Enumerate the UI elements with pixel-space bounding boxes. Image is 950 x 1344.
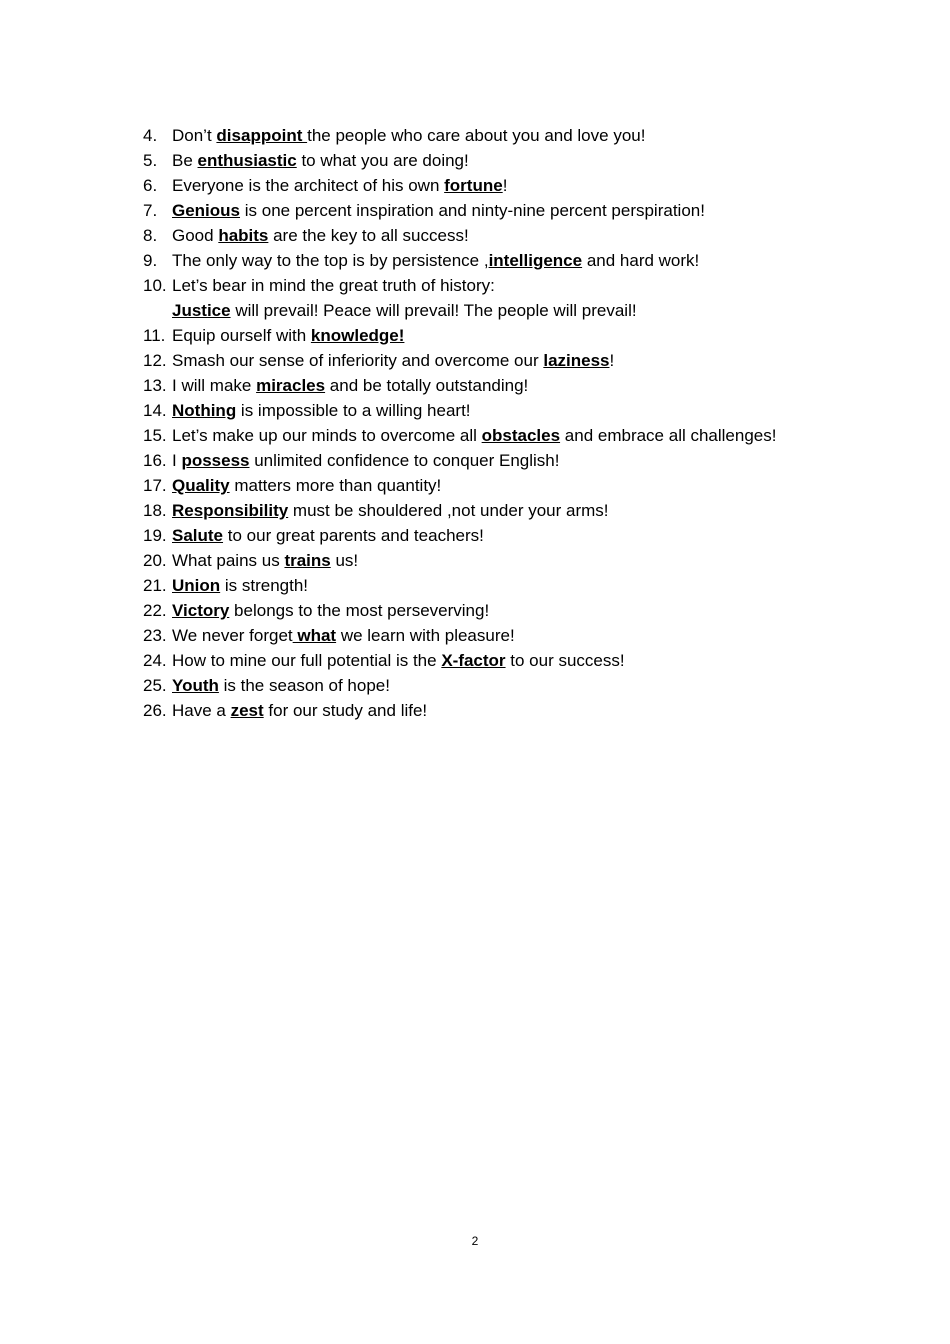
list-item-line [172, 523, 484, 548]
list-item-number: 15. [143, 426, 167, 445]
list-item-number: 13. [143, 376, 167, 395]
list-item-text [172, 123, 645, 148]
keyword: possess [181, 451, 250, 470]
list-item-line [172, 123, 645, 148]
list-item-line [172, 448, 559, 473]
keyword: trains [284, 551, 331, 570]
keyword: Salute [172, 526, 224, 545]
list-item-text [172, 148, 469, 173]
list-item-line [172, 273, 637, 298]
list-item-line [172, 298, 637, 323]
keyword: miracles [256, 376, 326, 395]
keyword: laziness [543, 351, 610, 370]
list-item-text [172, 673, 390, 698]
list-item-number: 18. [143, 501, 167, 520]
list-item [143, 573, 843, 598]
text-segment: is one percent inspiration and ninty-nine percent perspiration! [240, 201, 705, 220]
list-item [143, 498, 843, 523]
list-item-text [172, 648, 625, 673]
keyword: Justice [172, 301, 231, 320]
text-segment: is impossible to a willing heart! [236, 401, 471, 420]
list-item-line [172, 673, 390, 698]
text-segment: and be totally outstanding! [325, 376, 529, 395]
list-item-text [172, 323, 404, 348]
list-item-number: 5. [143, 151, 158, 170]
list-item-number: 11. [143, 326, 166, 345]
text-segment: to what you are doing! [296, 151, 469, 170]
list-item-number: 26. [143, 701, 167, 720]
keyword: zest [230, 701, 264, 720]
list-item-text [172, 223, 469, 248]
text-segment: Be [172, 151, 198, 170]
text-segment: will prevail! Peace will prevail! The people will prevail! [230, 301, 637, 320]
list-item [143, 123, 843, 148]
text-segment: Smash our sense of inferiority and overcome our [172, 351, 544, 370]
text-segment: belongs to the most perseverving! [229, 601, 490, 620]
keyword: Nothing [172, 401, 237, 420]
list-item [143, 548, 843, 573]
page-number: 2 [471, 1234, 479, 1248]
list-item-line [172, 573, 308, 598]
list-item-line [172, 598, 489, 623]
list-item-number: 4. [143, 126, 158, 145]
list-item [143, 473, 843, 498]
keyword: Victory [172, 601, 230, 620]
text-segment: Everyone is the architect of his own [172, 176, 445, 195]
list-item-text [172, 498, 609, 523]
list-item [143, 223, 843, 248]
list-item-line [172, 648, 625, 673]
text-segment: Let’s bear in mind the great truth of history: [172, 276, 495, 295]
list-item-number: 16. [143, 451, 167, 470]
list-item-text [172, 448, 559, 473]
list-item-line [172, 398, 471, 423]
list-item [143, 648, 843, 673]
list-item [143, 598, 843, 623]
keyword: intelligence [488, 251, 583, 270]
list-item-number: 6. [143, 176, 158, 195]
list-item-line [172, 473, 441, 498]
list-item-text [172, 473, 441, 498]
text-segment: Good [172, 226, 219, 245]
text-segment: We never forget [172, 626, 293, 645]
list-item-line [172, 498, 609, 523]
list-item-text [172, 373, 528, 398]
list-item [143, 373, 843, 398]
keyword: Youth [172, 676, 219, 695]
list-item-number: 7. [143, 201, 158, 220]
list-item-line [172, 373, 528, 398]
list-item [143, 623, 843, 648]
text-segment: Have a [172, 701, 231, 720]
list-item-text [172, 273, 637, 323]
text-segment: matters more than quantity! [229, 476, 442, 495]
keyword: Responsibility [172, 501, 289, 520]
text-segment: is the season of hope! [218, 676, 390, 695]
text-segment: Don’t [172, 126, 217, 145]
list-item [143, 523, 843, 548]
text-segment: and embrace all challenges! [560, 426, 777, 445]
list-item [143, 348, 843, 373]
text-segment: us! [330, 551, 359, 570]
list-item-text [172, 173, 507, 198]
text-segment: Equip ourself with [172, 326, 311, 345]
list-item [143, 323, 843, 348]
text-segment: and hard work! [582, 251, 700, 270]
list-item-line [172, 223, 469, 248]
motto-list [143, 123, 843, 723]
keyword: habits [218, 226, 269, 245]
list-item-line [172, 148, 469, 173]
text-segment: are the key to all success! [268, 226, 469, 245]
text-segment: to our great parents and teachers! [223, 526, 484, 545]
keyword: what [292, 626, 337, 645]
list-item-text [172, 623, 515, 648]
list-item-line [172, 198, 705, 223]
text-segment: I [172, 451, 182, 470]
list-item-number: 25. [143, 676, 167, 695]
keyword: fortune [444, 176, 503, 195]
text-segment: I will make [172, 376, 257, 395]
list-item [143, 148, 843, 173]
list-item-text [172, 598, 489, 623]
text-segment: is strength! [220, 576, 309, 595]
keyword: Genious [172, 201, 241, 220]
list-item-text [172, 573, 308, 598]
list-item [143, 698, 843, 723]
list-item-number: 17. [143, 476, 167, 495]
list-item [143, 248, 843, 273]
list-item-number: 8. [143, 226, 158, 245]
list-item-number: 14. [143, 401, 167, 420]
text-segment: The only way to the top is by persistence , [172, 251, 489, 270]
keyword: obstacles [481, 426, 561, 445]
list-item-number: 22. [143, 601, 167, 620]
text-segment: unlimited confidence to conquer English! [249, 451, 560, 470]
list-item-line [172, 348, 614, 373]
keyword: knowledge! [310, 326, 405, 345]
list-item-number: 10. [143, 276, 167, 295]
list-item [143, 198, 843, 223]
list-item-text [172, 423, 776, 448]
text-segment: ! [609, 351, 615, 370]
keyword: Quality [172, 476, 230, 495]
text-segment: to our success! [505, 651, 625, 670]
list-item-line [172, 248, 699, 273]
keyword: enthusiastic [197, 151, 297, 170]
list-item [143, 673, 843, 698]
list-item-text [172, 523, 484, 548]
list-item-line [172, 623, 515, 648]
list-item-line [172, 323, 404, 348]
list-item-line [172, 698, 427, 723]
list-item-number: 12. [143, 351, 167, 370]
list-item-number: 20. [143, 551, 167, 570]
list-item [143, 273, 843, 323]
list-item [143, 448, 843, 473]
text-segment: for our study and life! [263, 701, 428, 720]
list-item-line [172, 173, 507, 198]
keyword: X-factor [441, 651, 506, 670]
list-item [143, 173, 843, 198]
list-item-line [172, 423, 776, 448]
list-item-text [172, 248, 699, 273]
text-segment: How to mine our full potential is the [172, 651, 442, 670]
list-item-text [172, 698, 427, 723]
list-item [143, 423, 843, 448]
text-segment: ! [502, 176, 508, 195]
text-segment: Let’s make up our minds to overcome all [172, 426, 482, 445]
list-item-text [172, 348, 614, 373]
keyword: Union [172, 576, 221, 595]
list-item-number: 9. [143, 251, 158, 270]
list-item-text [172, 198, 705, 223]
keyword: disappoint [216, 126, 308, 145]
text-segment: the people who care about you and love you! [307, 126, 646, 145]
list-item-line [172, 548, 358, 573]
list-item-number: 24. [143, 651, 167, 670]
list-item-number: 21. [143, 576, 167, 595]
list-item-text [172, 398, 471, 423]
list-item [143, 398, 843, 423]
list-item-text [172, 548, 358, 573]
text-segment: What pains us [172, 551, 285, 570]
list-item-number: 23. [143, 626, 167, 645]
list-item-number: 19. [143, 526, 167, 545]
text-segment: must be shouldered ,not under your arms! [288, 501, 609, 520]
text-segment: we learn with pleasure! [336, 626, 515, 645]
